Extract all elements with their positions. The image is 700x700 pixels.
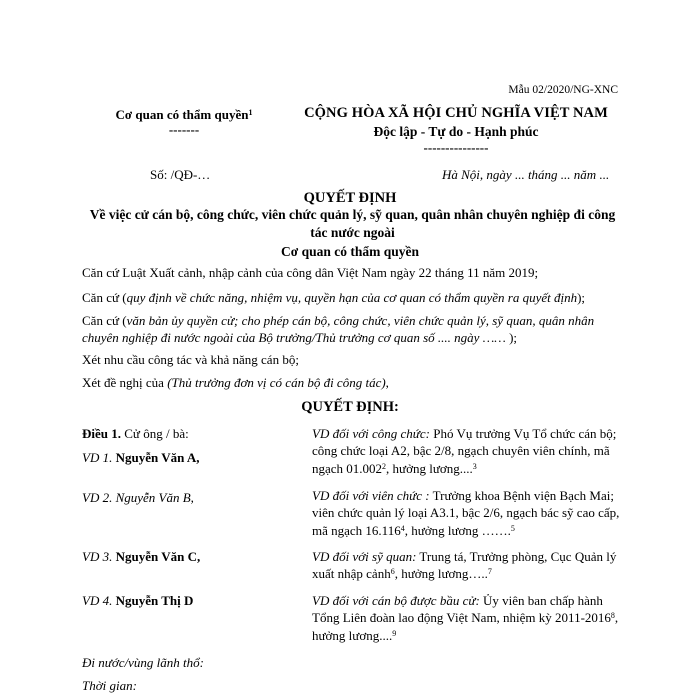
issuing-agency-block <box>104 106 264 137</box>
example-4-description: VD đối với cán bộ được bầu cử: Ủy viên ban chấp hành Tổng Liên đoàn lao động Việt Nam, nhiệm kỳ 2011-2016$^8$, hưởng lương....$^9$ <box>312 593 619 643</box>
example-1-description: VD đối với công chức: Phó Vụ trưởng Vụ Tổ chức cán bộ; công chức loại A2, bậc 2/8, ngạch chuyên viên chính, mã ngạch 01.002$^2$, hưởng lương....$^3$ <box>312 426 617 476</box>
consideration-2: Xét đề nghị của (Thủ trưởng đơn vị có cán bộ đi công tác), <box>82 375 389 390</box>
country-name: CỘNG HÒA XÃ HỘI CHỦ NGHĨA VIỆT NAM <box>304 105 608 121</box>
document-title: QUYẾT ĐỊNH <box>303 190 397 206</box>
issuing-authority: Cơ quan có thẩm quyền <box>280 244 419 259</box>
time-label: Thời gian: <box>82 678 137 693</box>
example-4-name: VD 4. Nguyễn Thị D <box>82 593 194 608</box>
issuing-agency: Cơ quan có thẩm quyền$^1$ <box>115 107 253 122</box>
legal-basis-1: Căn cứ Luật Xuất cảnh, nhập cảnh của công dân Việt Nam ngày 22 tháng 11 năm 2019; <box>82 265 539 280</box>
document-subject: Về việc cử cán bộ, công chức, viên chức quản lý, sỹ quan, quân nhân chuyên nghiệp đi công tác nước ngoài <box>89 207 616 240</box>
motto-divider: --------------- <box>423 139 489 155</box>
legal-basis-2: Căn cứ (quy định về chức năng, nhiệm vụ, quyền hạn của cơ quan có thẩm quyền ra quyết định); <box>82 290 586 305</box>
article-1-label: Điều 1. Cử ông / bà: <box>82 426 189 441</box>
form-code: Mẫu 02/2020/NG-XNC <box>508 84 618 96</box>
destination-label: Đi nước/vùng lãnh thổ: <box>82 655 204 670</box>
footnote-ref: 1 <box>248 108 253 117</box>
legal-basis-3: Căn cứ (văn bản ủy quyền cử; cho phép cán bộ, công chức, viên chức quản lý, sỹ quan, quân nhân chuyên nghiệp đi nước ngoài của Bộ trưởng/Thủ trưởng cơ quan số .... ngày …… ); <box>82 313 595 346</box>
place-date: Hà Nội, ngày ... tháng ... năm ... <box>442 167 610 182</box>
decision-heading: QUYẾT ĐỊNH: <box>301 399 399 415</box>
agency-divider: ------- <box>168 122 200 138</box>
national-header <box>296 104 616 155</box>
example-2-description: VD đối với viên chức : Trưởng khoa Bệnh viện Bạch Mai; viên chức quản lý loại A3.1, bậc 2/6, ngạch bác sỹ cao cấp, mã ngạch 16.116$^4$, hưởng lương …….$^5$ <box>312 488 620 538</box>
example-1-name: VD 1. Nguyễn Văn A, <box>82 450 200 465</box>
example-3-description: VD đối với sỹ quan: Trung tá, Trưởng phòng, Cục Quản lý xuất nhập cảnh$^6$, hưởng lương…..$^7$ <box>312 549 617 582</box>
example-2-name: VD 2. Nguyễn Văn B, <box>82 490 194 505</box>
national-motto: Độc lập - Tự do - Hạnh phúc <box>373 124 539 140</box>
document-number: Số: /QĐ-… <box>150 167 211 182</box>
consideration-1: Xét nhu cầu công tác và khả năng cán bộ; <box>82 352 299 367</box>
example-3-name: VD 3. Nguyễn Văn C, <box>82 549 201 564</box>
